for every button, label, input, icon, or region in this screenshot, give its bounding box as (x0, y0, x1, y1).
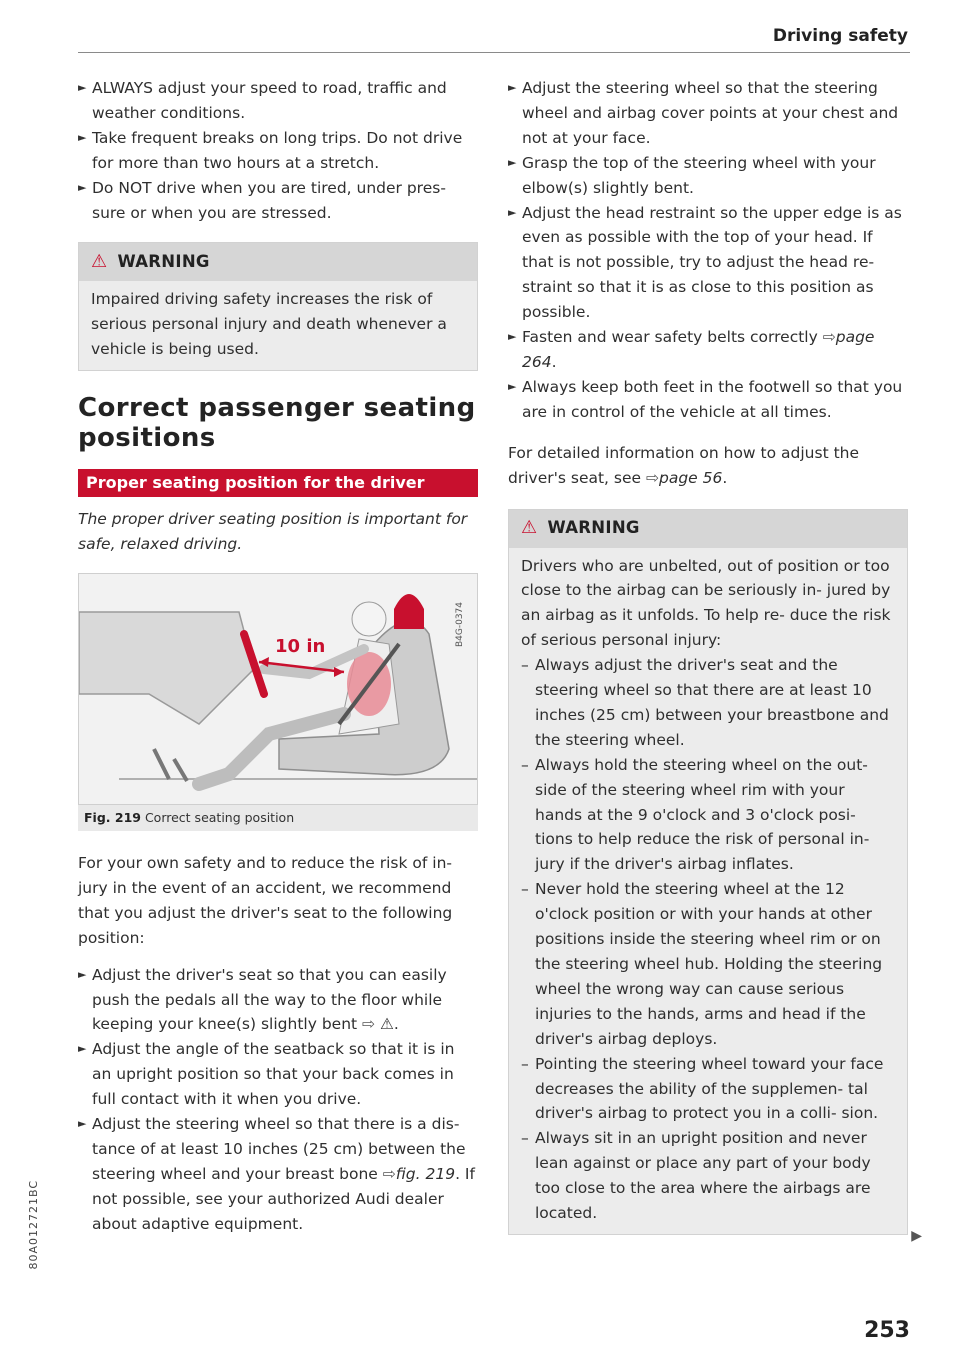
seating-illustration (79, 574, 477, 804)
warning-item: – Always adjust the driver's seat and the steering wheel so that there are at least 10 inches (25 cm) between your breastbone and the steering wheel. (521, 656, 889, 749)
page-link[interactable]: page 264 (522, 328, 875, 371)
figure-seating-position (78, 573, 478, 805)
triangle-bullet-icon: ► (78, 1042, 87, 1056)
warning-body (509, 548, 907, 1234)
list-item: ► Adjust the steering wheel so that there is a dis- tance of at least 10 inches (25 cm) between the steering wheel and your breast bone ⇨fig. 219. If not possible, see your authorized Audi dealer about adaptive equipment. (78, 1112, 478, 1237)
triangle-bullet-icon: ► (508, 379, 517, 393)
body-paragraph: For detailed information on how to adjust the driver's seat, see ⇨page 56. (508, 443, 860, 487)
warning-item: – Always sit in an upright position and never lean against or place any part of your body too close to the area where the airbags are located. (521, 1129, 871, 1223)
list-item: ► Adjust the head restraint so the upper edge is as even as possible with the top of your head. If that is not possible, try to adjust the head re- straint so that it is as close to this position as possible. (508, 201, 908, 326)
bullet-list-right (508, 76, 908, 425)
running-header: Driving safety (772, 26, 908, 46)
figure-caption (78, 805, 478, 831)
triangle-bullet-icon: ► (78, 130, 87, 144)
list-item: ► ALWAYS adjust your speed to road, traffic and weather conditions. (78, 76, 478, 126)
continue-arrow-icon[interactable]: ▶ (911, 1228, 922, 1244)
triangle-bullet-icon: ► (78, 967, 87, 981)
xref-arrow-icon: ⇨ (646, 468, 659, 487)
figure-code: B4G-0374 (455, 601, 466, 647)
pedals-shape (154, 749, 187, 781)
list-item: ► Adjust the angle of the seatback so that it is in an upright position so that your back comes in full contact with it when you drive. (78, 1037, 478, 1112)
warning-header (509, 510, 907, 548)
xref-arrow-icon: ⇨ (822, 328, 836, 347)
list-item: ► Grasp the top of the steering wheel with your elbow(s) slightly bent. (508, 151, 908, 201)
body-paragraph: For your own safety and to reduce the risk of in- jury in the event of an accident, we recommend that you adjust the driver's seat to the following position: (78, 853, 453, 947)
warning-ref-icon[interactable]: ⚠ (379, 1015, 394, 1034)
xref-arrow-icon: ⇨ (382, 1164, 396, 1183)
arrow-head-right (334, 667, 344, 677)
subsection-title: Proper seating position for the driver (78, 469, 478, 497)
page-link[interactable]: page 56 (659, 468, 723, 487)
figure-link[interactable]: fig. 219 (395, 1164, 456, 1183)
warning-triangle-icon: ⚠ (521, 517, 538, 539)
distance-label: 10 in (275, 635, 326, 657)
list-item: ► Always keep both feet in the footwell so that you are in control of the vehicle at all times. (508, 375, 908, 425)
warning-item: – Always hold the steering wheel on the out- side of the steering wheel rim with your hands at the 9 o'clock and 3 o'clock posi- tions to help reduce the risk of personal in- jury if the driver's airbag inflates. (521, 755, 870, 874)
list-item: ► Adjust the driver's seat so that you can easily push the pedals all the way to the floor while keeping your knee(s) slightly bent ⇨ ⚠. (78, 963, 478, 1038)
list-item: ► Fasten and wear safety belts correctly ⇨page 264. (508, 325, 908, 375)
warning-header (79, 243, 477, 281)
triangle-bullet-icon: ► (78, 81, 87, 94)
triangle-bullet-icon: ► (78, 1117, 87, 1131)
dashboard-shape (79, 612, 254, 724)
right-column (508, 76, 908, 1235)
triangle-bullet-icon: ► (508, 205, 517, 219)
header-rule (78, 52, 910, 53)
warning-item: – Never hold the steering wheel at the 12 o'clock position or with your hands at other positions inside the steering wheel rim or on the steering wheel hub. Holding the steering wheel the wrong way can cause serious injuries to the hands, arms and head if the driver's airbag deploys. (521, 880, 883, 1048)
warning-label: WARNING (117, 251, 210, 271)
figure-caption-text: Correct seating position (144, 809, 295, 825)
warning-label: WARNING (547, 518, 640, 538)
warning-item: – Pointing the steering wheel toward your face decreases the ability of the supplemen- tal driver's airbag to protect you in a colli- sion. (521, 1054, 884, 1123)
warning-intro: Drivers who are unbelted, out of position or too close to the airbag can be seriously in- jured by an airbag as it unfolds. To help re- duce the risk of serious personal injury: (521, 556, 891, 650)
bullet-list-top (78, 76, 478, 225)
xref-arrow-icon: ⇨ (362, 1015, 376, 1034)
triangle-bullet-icon: ► (508, 81, 517, 94)
warning-triangle-icon: ⚠ (91, 250, 108, 272)
left-column (78, 76, 478, 1237)
head-shape (352, 602, 386, 636)
warning-box (78, 242, 478, 371)
list-item: ► Do NOT drive when you are tired, under pres- sure or when you are stressed. (78, 176, 478, 226)
list-item: ► Adjust the steering wheel so that the steering wheel and airbag cover points at your chest and not at your face. (508, 76, 908, 151)
triangle-bullet-icon: ► (508, 155, 517, 169)
bullet-list-bottom (78, 963, 478, 1237)
figure-number: Fig. 219 (84, 809, 141, 825)
list-item: ► Take frequent breaks on long trips. Do not drive for more than two hours at a stretch. (78, 126, 478, 176)
section-title: Correct passenger seating positions (78, 393, 476, 454)
warning-text: Impaired driving safety increases the risk of serious personal injury and death whenever a vehicle is being used. (91, 290, 447, 359)
warning-box (508, 509, 908, 1235)
page-number: 253 (864, 1318, 910, 1343)
intro-text: The proper driver seating position is important for safe, relaxed driving. (78, 510, 468, 554)
document-code: 80A012721BC (27, 1180, 40, 1270)
head-restraint (394, 594, 424, 629)
triangle-bullet-icon: ► (508, 330, 517, 344)
triangle-bullet-icon: ► (78, 180, 87, 194)
